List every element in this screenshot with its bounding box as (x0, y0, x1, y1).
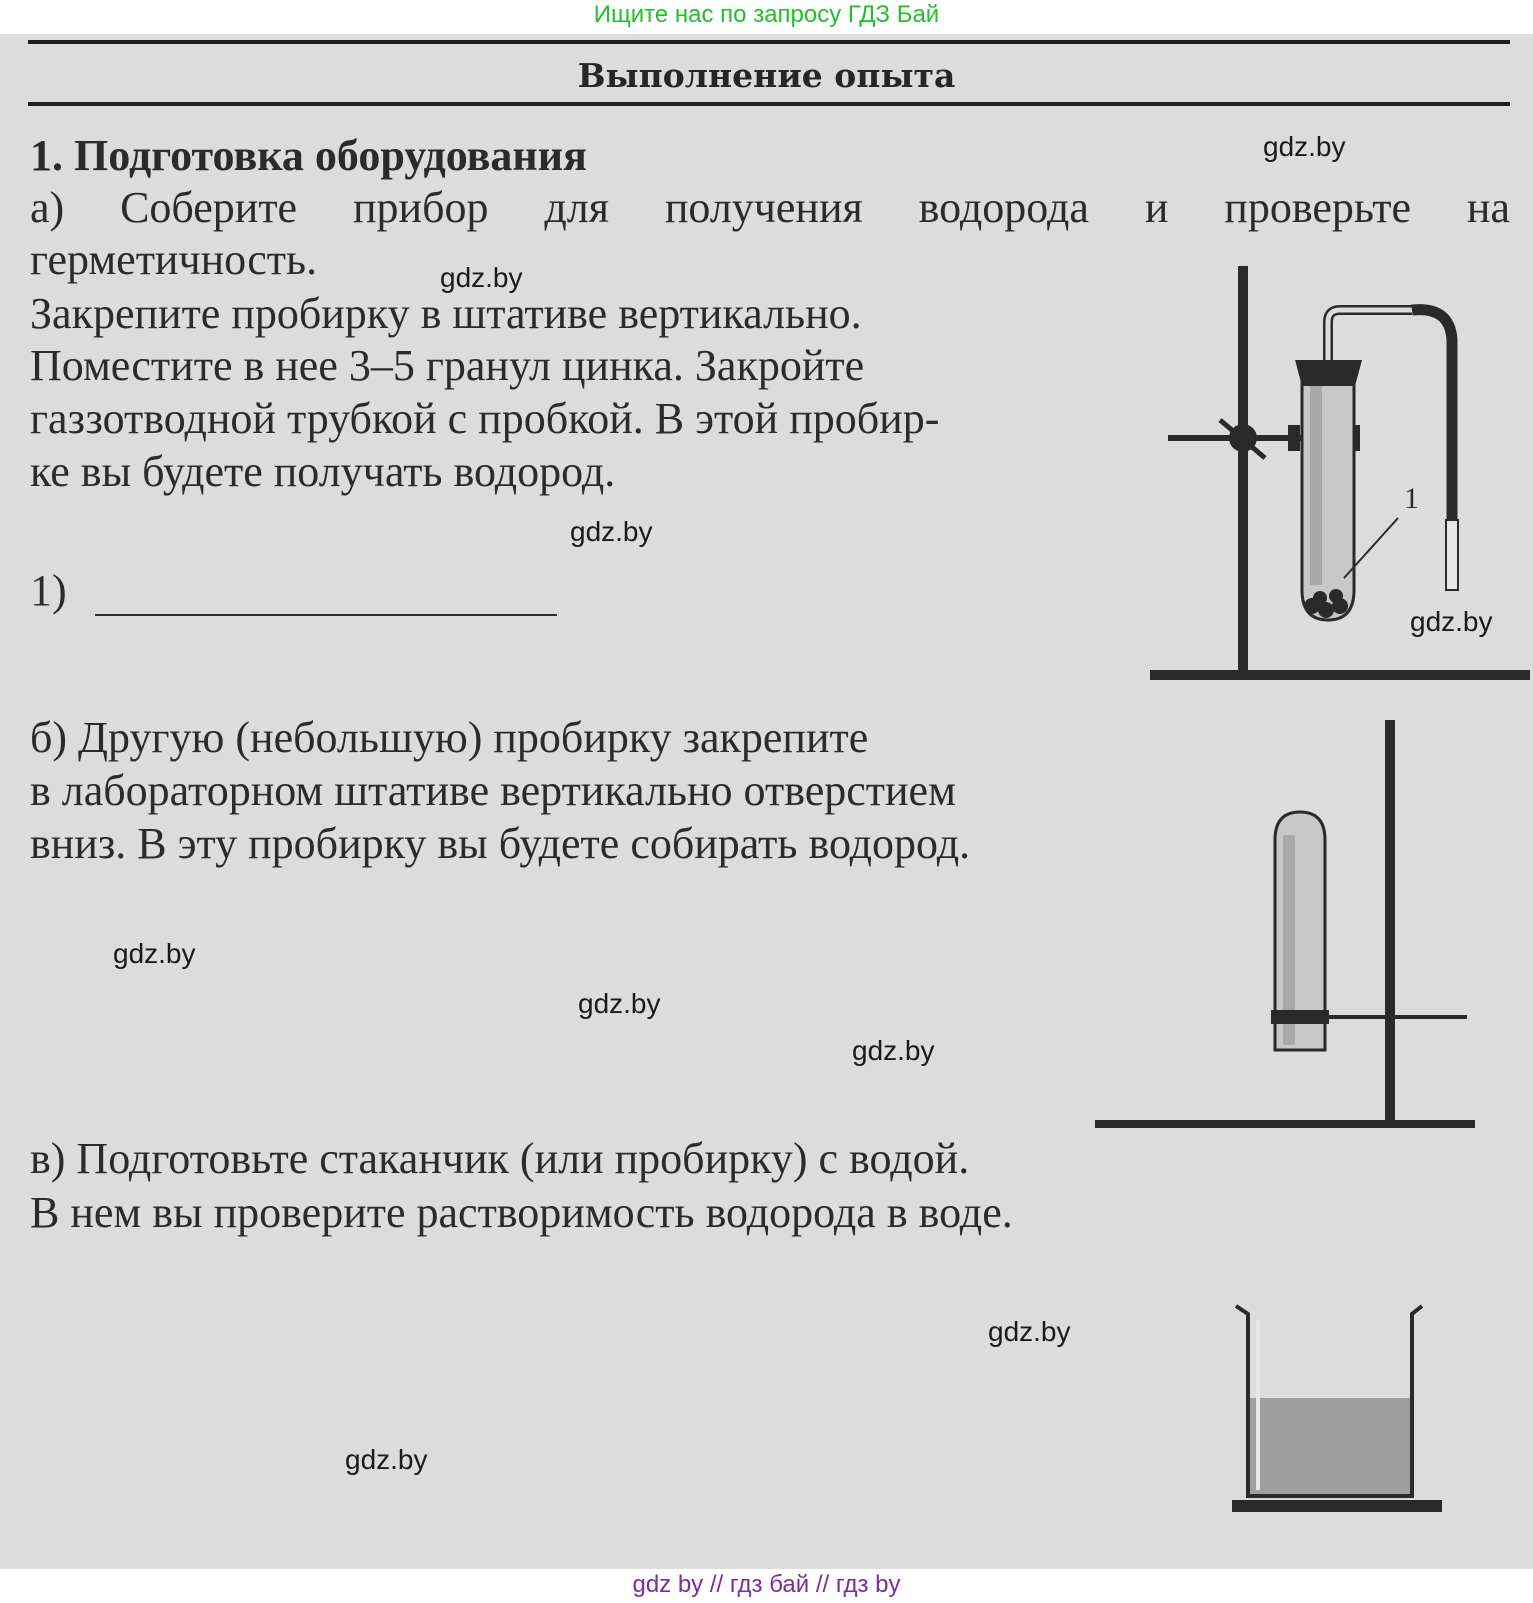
section-title: 1. Подготовка оборудования (30, 131, 587, 180)
part-b-line-2: в лабораторном штативе вертикально отверстием (30, 766, 956, 815)
watermark-5: gdz.by (113, 938, 196, 969)
part-a-line-2: герметичность. (30, 235, 318, 284)
stopper (1295, 360, 1362, 386)
watermark-2: gdz.by (440, 262, 523, 293)
tube-clamp (1271, 1010, 1329, 1024)
part-a-line-6: ке вы будете получать водород. (30, 447, 616, 496)
part-a-line-4: Поместите в нее 3–5 гранул цинка. Закройте (30, 341, 865, 390)
part-b-line-1: б) Другую (небольшую) пробирку закрепите (30, 713, 869, 762)
watermark-7: gdz.by (852, 1035, 935, 1066)
part-a-line-5: газзотводной трубкой с пробкой. В этой пробир- (30, 394, 940, 443)
stand-base (1150, 670, 1530, 680)
answer-line (95, 614, 557, 616)
bottom-banner: gdz by // гдз бай // гдз by (0, 1569, 1533, 1603)
header-bottom-rule (28, 102, 1510, 106)
watermark-1: gdz.by (1263, 131, 1346, 162)
stand-rod (1238, 266, 1248, 676)
stand-rod (1385, 720, 1395, 1128)
figure-label-1: 1 (1404, 482, 1419, 515)
part-a-line-3: Закрепите пробирку в штативе вертикально. (30, 289, 862, 338)
beaker-stand (1232, 1500, 1442, 1512)
glass-tip (1446, 520, 1458, 590)
part-b-line-3: вниз. В эту пробирку вы будете собирать водород. (30, 819, 971, 868)
header-top-rule (28, 40, 1510, 44)
watermark-8: gdz.by (988, 1316, 1071, 1347)
top-banner: Ищите нас по запросу ГДЗ Бай (593, 1, 940, 28)
watermark-4: gdz.by (1410, 606, 1493, 637)
water (1248, 1398, 1412, 1494)
beaker-figure (1232, 1300, 1442, 1520)
inverted-tube-figure (1095, 720, 1475, 1140)
watermark-6: gdz.by (578, 988, 661, 1019)
watermark-3: gdz.by (570, 516, 653, 547)
clamp-jaw-left (1288, 425, 1300, 451)
answer-label: 1) (30, 566, 67, 615)
test-tube (1302, 380, 1354, 620)
stand-base (1095, 1120, 1475, 1128)
part-c-line-1: в) Подготовьте стаканчик (или пробирку) с водой. (30, 1134, 970, 1183)
part-a-line-1: а) Соберите прибор для получения водорода и проверьте на (30, 183, 1510, 232)
page-header-title: Выполнение опыта (577, 56, 956, 95)
part-c-line-2: В нем вы проверите растворимость водорода в воде. (30, 1188, 1013, 1237)
gas-outlet-tube (1328, 310, 1412, 360)
watermark-9: gdz.by (345, 1444, 428, 1475)
